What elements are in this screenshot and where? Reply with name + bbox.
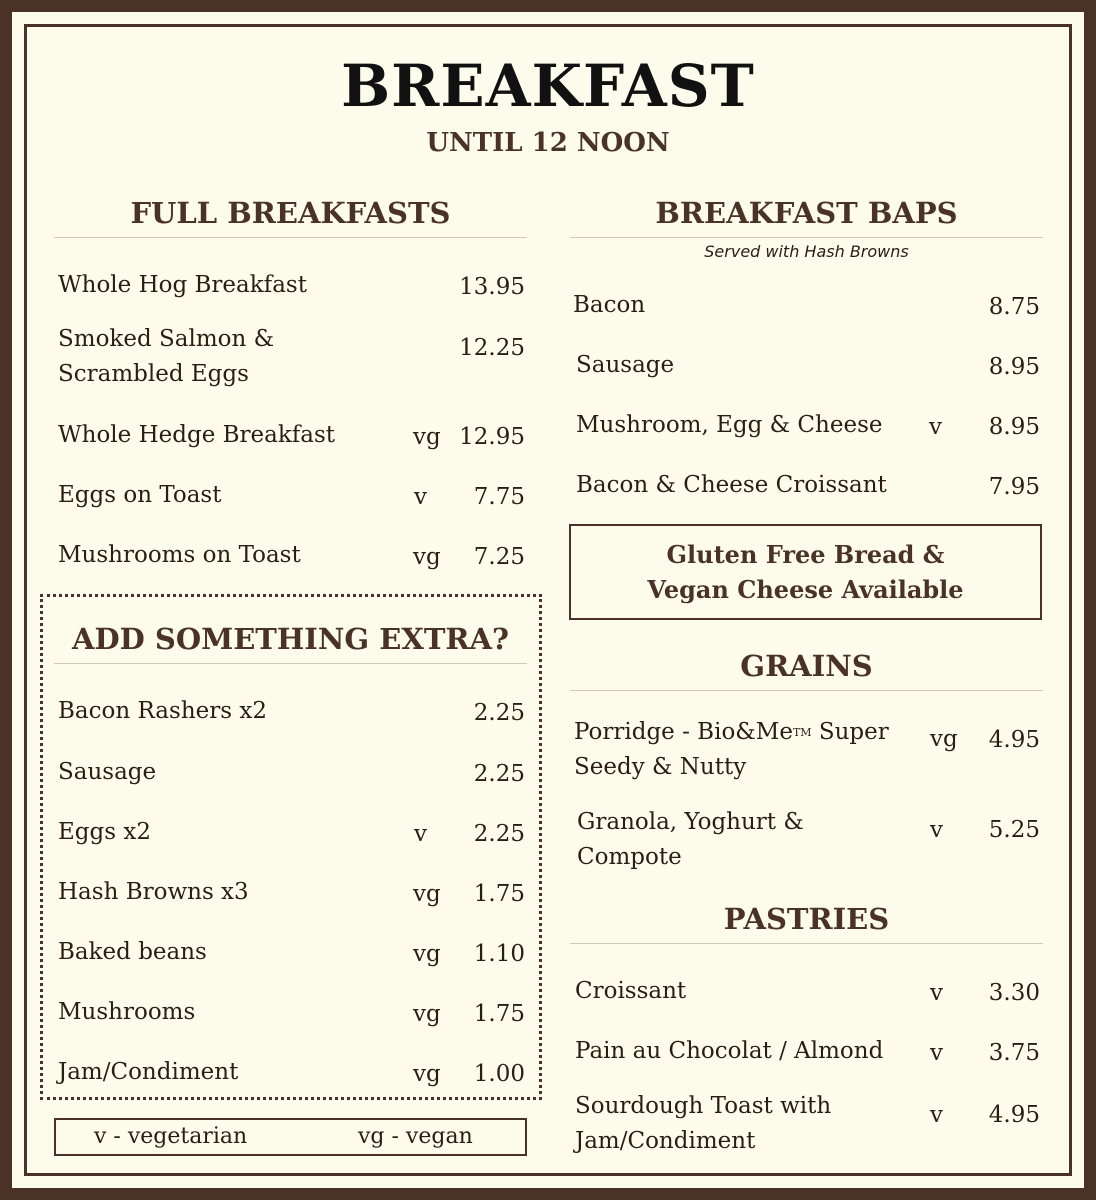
item-name <box>574 715 889 785</box>
item-name-line: Porridge - Bio&MeTM Super <box>574 719 889 745</box>
item-price: 2.25 <box>473 761 525 787</box>
item-name-line: Seedy & Nutty <box>574 754 747 780</box>
item-name-line: Compote <box>577 844 682 870</box>
gluten-free-notice <box>569 524 1042 620</box>
item-name-line: Sourdough Toast with <box>575 1093 832 1119</box>
item-name: Baked beans <box>58 939 207 965</box>
item-price: 12.95 <box>459 424 525 450</box>
item-diet-badge: vg <box>413 1001 441 1027</box>
item-price: 7.75 <box>473 484 525 510</box>
item-name-line: Granola, Yoghurt & <box>577 809 804 835</box>
item-diet-badge: vg <box>413 881 441 907</box>
section-title-grains: GRAINS <box>740 649 873 683</box>
section-title-extras: ADD SOMETHING EXTRA? <box>72 622 509 656</box>
section-divider <box>570 237 1043 238</box>
section-title-pastries: PASTRIES <box>723 902 890 936</box>
menu-title: BREAKFAST <box>341 52 755 120</box>
legend-vegan: vg - vegan <box>358 1124 473 1149</box>
gluten-free-line-2: Vegan Cheese Available <box>647 575 964 604</box>
item-price: 4.95 <box>988 727 1040 753</box>
baps-note: Served with Hash Browns <box>704 242 909 261</box>
item-price: 8.95 <box>988 414 1040 440</box>
item-diet-badge: v <box>930 1040 943 1066</box>
item-price: 3.30 <box>988 980 1040 1006</box>
item-name: Pain au Chocolat / Almond <box>575 1038 884 1064</box>
gluten-free-line-1: Gluten Free Bread & <box>666 540 945 569</box>
item-name: Bacon Rashers x2 <box>58 698 267 724</box>
item-price: 7.25 <box>473 544 525 570</box>
item-price: 4.95 <box>988 1102 1040 1128</box>
item-price: 8.75 <box>988 294 1040 320</box>
item-name: Eggs on Toast <box>58 482 222 508</box>
item-price: 13.95 <box>459 274 525 300</box>
item-price: 2.25 <box>473 700 525 726</box>
item-diet-badge: vg <box>413 1061 441 1087</box>
item-price: 5.25 <box>988 817 1040 843</box>
item-name: Sausage <box>576 352 675 378</box>
item-name-line: Scrambled Eggs <box>58 361 249 387</box>
item-diet-badge: v <box>929 414 942 440</box>
item-name-line: Jam/Condiment <box>575 1128 756 1154</box>
item-diet-badge: v <box>930 1102 943 1128</box>
item-price: 3.75 <box>988 1040 1040 1066</box>
section-title-baps: BREAKFAST BAPS <box>655 196 958 230</box>
item-price: 1.75 <box>473 881 525 907</box>
item-diet-badge: v <box>414 821 427 847</box>
item-diet-badge: vg <box>413 424 441 450</box>
item-name: Mushrooms on Toast <box>58 542 301 568</box>
section-divider <box>54 663 527 664</box>
item-name: Mushrooms <box>58 999 196 1025</box>
item-name: Whole Hedge Breakfast <box>58 422 336 448</box>
item-diet-badge: vg <box>413 941 441 967</box>
item-name: Sausage <box>58 759 157 785</box>
item-diet-badge: v <box>414 484 427 510</box>
item-diet-badge: v <box>930 980 943 1006</box>
item-name: Croissant <box>575 978 687 1004</box>
item-name: Bacon <box>573 292 646 318</box>
item-price: 2.25 <box>473 821 525 847</box>
item-price: 1.10 <box>473 941 525 967</box>
item-name: Mushroom, Egg & Cheese <box>576 412 883 438</box>
item-name: Bacon & Cheese Croissant <box>576 472 887 498</box>
item-name <box>577 805 804 875</box>
item-price: 7.95 <box>988 474 1040 500</box>
section-title-full-breakfasts: FULL BREAKFASTS <box>130 196 451 230</box>
item-price: 12.25 <box>459 335 525 361</box>
item-diet-badge: vg <box>413 544 441 570</box>
item-name: Eggs x2 <box>58 819 151 845</box>
item-name: Jam/Condiment <box>58 1059 239 1085</box>
section-divider <box>570 690 1043 691</box>
item-name <box>58 322 274 392</box>
section-divider <box>54 237 527 238</box>
item-name-line: Smoked Salmon & <box>58 326 275 352</box>
item-price: 1.00 <box>473 1061 525 1087</box>
item-price: 8.95 <box>988 354 1040 380</box>
legend-vegetarian: v - vegetarian <box>94 1124 248 1149</box>
item-name <box>575 1089 831 1159</box>
item-price: 1.75 <box>473 1001 525 1027</box>
item-name: Whole Hog Breakfast <box>58 272 307 298</box>
item-diet-badge: v <box>930 817 943 843</box>
diet-legend <box>54 1118 527 1156</box>
item-name: Hash Browns x3 <box>58 879 249 905</box>
menu-subtitle: UNTIL 12 NOON <box>426 128 670 158</box>
section-divider <box>570 943 1043 944</box>
item-diet-badge: vg <box>930 726 958 752</box>
